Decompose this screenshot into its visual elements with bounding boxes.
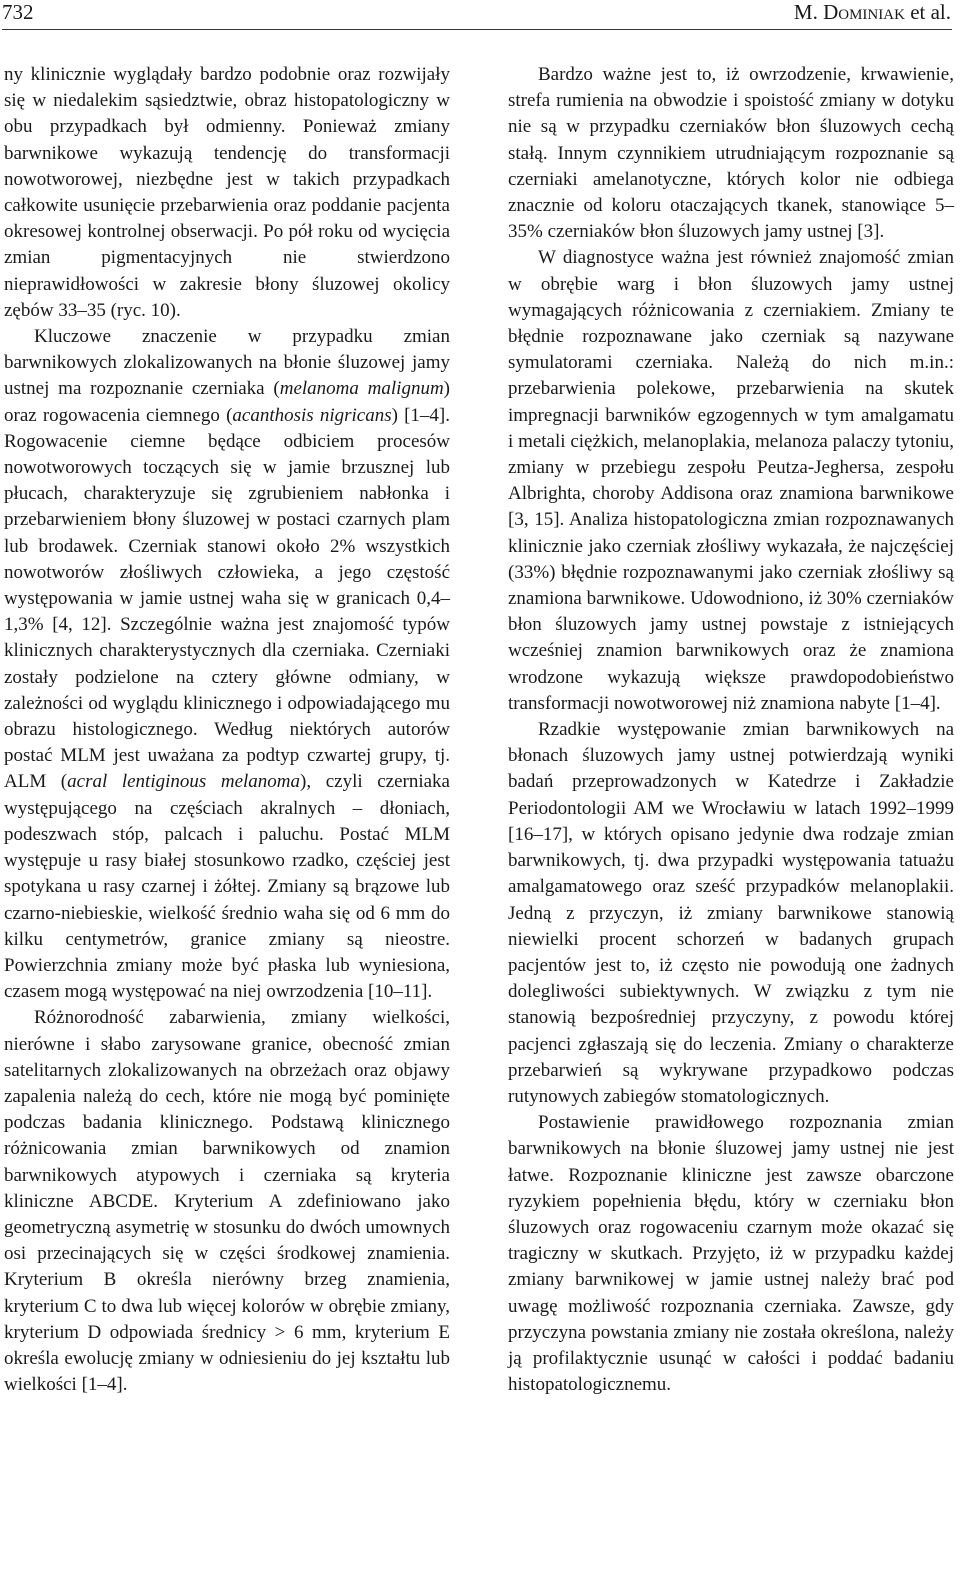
text-run: Kluczowe znaczenie w przypadku zmian barwnikowych zlokalizowanych na błonie śluzowej jamy ustnej ma rozpoznanie czerniaka ( (4, 326, 450, 400)
left-paragraph-1: ny klinicznie wyglądały bardzo podobnie oraz rozwijały się w niedalekim sąsiedztwie, obraz histopatologiczny w obu przypadkach był odmienny. Ponieważ zmiany barwnikowe wykazują tendencję do transformacji nowotworowej, niezbędne jest w takich przypadkach całkowite usunięcie przebarwienia oraz poddanie pacjenta okresowej kontrolnej obserwacji. Po pół roku od wycięcia zmian pigmentacyjnych nie stwierdzono nieprawidłowości w zakresie błony śluzowej okolicy zębów 33–35 (ryc. 10). (4, 64, 450, 321)
right-paragraph-2: W diagnostyce ważna jest również znajomość zmian w obrębie warg i błon śluzowych jamy ustnej wymagających różnicowania z czerniakiem. Zmiany te błędnie rozpoznawane jako czerniak są nazywane symulatorami czerniaka. Należą do nich m.in.: przebarwienia polekowe, przebarwienia na skutek impregnacji barwników egzogennych w tym amalgamatu i metali ciężkich, melanoplakia, melanoza palaczy tytoniu, zmiany w przebiegu zespołu Peutza-Jeghersa, zespołu Albrighta, choroby Addisona oraz znamiona barwnikowe [3, 15]. Analiza histopatologiczna zmian rozpoznawanych klinicznie jako czerniak złośliwy wykazała, że najczęściej (33%) błędnie rozpoznawanymi jako czerniak złośliwy są znamiona barwnikowe. Udowodniono, iż 30% czerniaków błon śluzowych jamy ustnej powstaje z istniejących wcześniej znamion barwnikowych oraz że znamiona wrodzone wykazują większe prawdopodobieństwo transformacji nowotworowej niż znamiona nabyte [1–4]. (508, 247, 954, 714)
author-initial: M. D (793, 0, 839, 24)
right-paragraph-3: Rzadkie występowanie zmian barwnikowych na błonach śluzowych jamy ustnej potwierdzają wyniki badań przeprowadzonych w Katedrze i Zakładzie Periodontologii AM we Wrocławiu w latach 1992–1999 [16–17], w których opisano jedynie dwa rodzaje zmian barwnikowych, tj. dwa przypadki występowania tatuażu amalgamatowego oraz sześć przypadków melanoplakii. Jedną z przyczyn, iż zmiany barwnikowe stanowią niewielki procent schorzeń w badanych grupach pacjentów jest to, iż często nie powodują one żadnych dolegliwości subiektywnych. W związku z tym nie stanowią bezpośredniej przyczyny, z powodu której pacjenci zgłaszają się do leczenia. Zmiany o charakterze przebarwień są wykrywane przypadkowo podczas rutynowych zabiegów stomatologicznych. (508, 719, 954, 1107)
author-surname-rest: ominiak (838, 0, 905, 24)
text-run: ) oraz rogowacenia ciemnego ( (4, 378, 450, 426)
left-paragraph-2 (4, 324, 450, 1005)
text-run: ), czyli czerniaka występującego na częściach akralnych – dłoniach, podeszwach stóp, palcach i paluchu. Postać MLM występuje u rasy białej stosunkowo rzadko, częściej jest spotykana u rasy czarnej i żółtej. Zmiany są brązowe lub czarno-niebieskie, wielkość średnio waha się od 6 mm do kilku centymetrów, granice zmiany są nieostre. Powierzchnia zmiany może być płaska lub wyniesiona, czasem mogą występować na niej owrzodzenia [10–11]. (4, 771, 450, 1003)
italic-term-alm: acral lentiginous melanoma (67, 771, 301, 793)
page-number: 732 (2, 0, 34, 24)
italic-term-melanoma: melanoma malignum (279, 378, 444, 400)
author-suffix: et al. (904, 0, 951, 24)
page-header (0, 0, 960, 30)
running-head-author (794, 0, 951, 24)
italic-term-acanthosis: acanthosis nigricans (232, 404, 392, 426)
header-rule (2, 29, 952, 30)
text-run: ) [1–4]. Rogowacenie ciemne będące odbiciem procesów nowotworowych toczących się w jamie brzusznej lub płucach, charakteryzuje się zgrubieniem nabłonka i przebarwieniem błony śluzowej w postaci czarnych plam lub brodawek. Czerniak stanowi około 2% wszystkich nowotworów złośliwych człowieka, a jego częstość występowania w jamie ustnej waha się w granicach 0,4–1,3% [4, 12]. Szczególnie ważna jest znajomość typów klinicznych charakterystycznych dla czerniaka. Czerniaki zostały podzielone na cztery główne odmiany, w zależności od wyglądu klinicznego i odpowiadającego mu obrazu histologicznego. Według niektórych autorów postać MLM jest uważana za podtyp czwartej grupy, tj. ALM ( (4, 404, 451, 793)
left-column (4, 62, 450, 1398)
left-paragraph-3: Różnorodność zabarwienia, zmiany wielkości, nierówne i słabo zarysowane granice, obecność zmian satelitarnych zlokalizowanych na obrzeżach oraz objawy zapalenia należą do cech, które nie mogą być pominięte podczas badania klinicznego. Podstawą klinicznego różnicowania zmian barwnikowych od znamion barwnikowych atypowych i czerniaka są kryteria kliniczne ABCDE. Kryterium A zdefiniowano jako geometryczną asymetrię w stosunku do dwóch umownych osi przecinających się w części środkowej znamienia. Kryterium B określa nierówny brzeg znamienia, kryterium C to dwa lub więcej kolorów w obrębie zmiany, kryterium D odpowiada średnicy > 6 mm, kryterium E określa ewolucję zmiany w odniesieniu do jej kształtu lub wielkości [1–4]. (4, 1007, 450, 1396)
right-paragraph-4: Postawienie prawidłowego rozpoznania zmian barwnikowych na błonie śluzowej jamy ustnej nie jest łatwe. Rozpoznanie kliniczne jest zawsze obarczone ryzykiem popełnienia błędu, który w czerniaku błon śluzowych oraz rogowaceniu czarnym może okazać się tragiczny w skutkach. Przyjęto, iż w przypadku każdej zmiany barwnikowej w jamie ustnej należy brać pod uwagę możliwość rozpoznania czerniaka. Zawsze, gdy przyczyna powstania zmiany nie została określona, należy ją profilaktycznie usunąć w całości i poddać badaniu histopatologicznemu. (508, 1112, 954, 1396)
right-paragraph-1: Bardzo ważne jest to, iż owrzodzenie, krwawienie, strefa rumienia na obwodzie i spoistość zmiany w dotyku nie są w przypadku czerniaków błon śluzowych cechą stałą. Innym czynnikiem utrudniającym rozpoznanie są czerniaki amelanotyczne, których kolor nie odbiega znacznie od koloru otaczających tkanek, stanowiące 5–35% czerniaków błon śluzowych jamy ustnej [3]. (508, 64, 954, 243)
right-column (508, 62, 954, 1398)
